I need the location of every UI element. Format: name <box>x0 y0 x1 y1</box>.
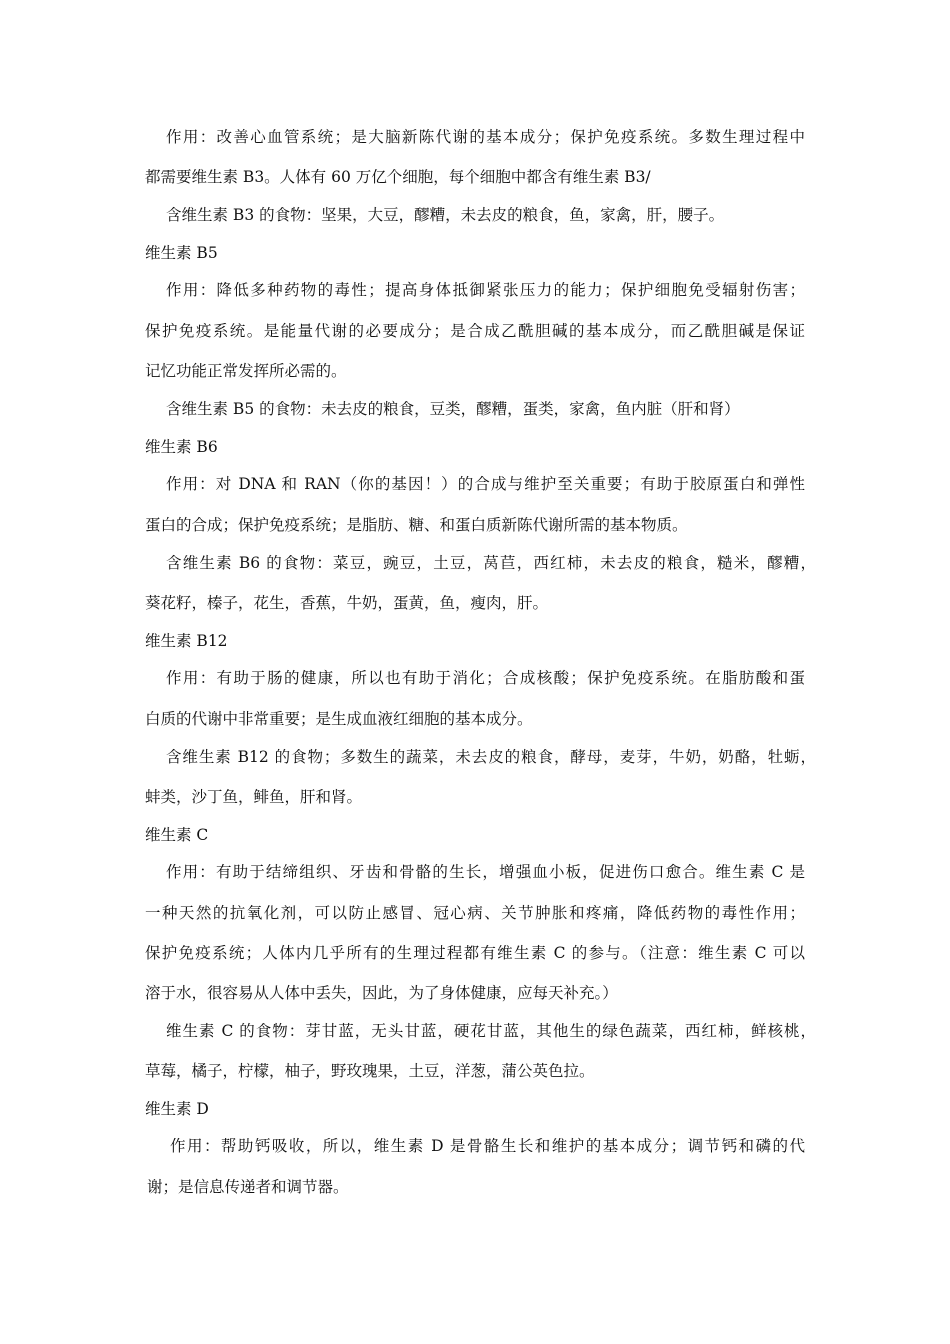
paragraph-line: 含维生素 B6 的食物：菜豆，豌豆，土豆，莴苣，西红柿，未去皮的粮食，糙米，醪糟， <box>166 554 816 572</box>
paragraph-line: 白质的代谢中非常重要；是生成血液红细胞的基本成分。 <box>145 710 533 728</box>
section-heading-b12: 维生素 B12 <box>145 632 228 650</box>
paragraph-line: 作用：降低多种药物的毒性；提高身体抵御紧张压力的能力；保护细胞免受辐射伤害； <box>166 281 805 299</box>
paragraph-line: 含维生素 B12 的食物；多数生的蔬菜，未去皮的粮食，酵母，麦芽，牛奶，奶酪，牡蛎， <box>166 748 816 766</box>
paragraph-line: 作用：有助于肠的健康，所以也有助于消化；合成核酸；保护免疫系统。在脂肪酸和蛋 <box>166 669 805 687</box>
paragraph-line: 草莓，橘子，柠檬，柚子，野玫瑰果，土豆，洋葱，蒲公英色拉。 <box>145 1062 595 1080</box>
paragraph-line: 蚌类，沙丁鱼，鲱鱼，肝和肾。 <box>145 788 363 806</box>
paragraph-line: 作用：对 DNA 和 RAN（你的基因！）的合成与维护至关重要；有助于胶原蛋白和弹性 <box>166 475 805 493</box>
paragraph-line: 含维生素 B3 的食物：坚果，大豆，醪糟，未去皮的粮食，鱼，家禽，肝，腰子。 <box>166 206 725 224</box>
paragraph-line: 葵花籽，榛子，花生，香蕉，牛奶，蛋黄，鱼，瘦肉，肝。 <box>145 594 549 612</box>
paragraph-line: 作用：改善心血管系统；是大脑新陈代谢的基本成分；保护免疫系统。多数生理过程中 <box>166 128 805 146</box>
paragraph-line: 溶于水，很容易从人体中丢失，因此，为了身体健康，应每天补充。） <box>145 984 618 1002</box>
paragraph-line: 作用：有助于结缔组织、牙齿和骨骼的生长，增强血小板，促进伤口愈合。维生素 C 是 <box>166 863 805 881</box>
paragraph-line: 记忆功能正常发挥所必需的。 <box>145 362 347 380</box>
section-heading-b5: 维生素 B5 <box>145 244 218 262</box>
paragraph-line: 保护免疫系统；人体内几乎所有的生理过程都有维生素 C 的参与。（注意：维生素 C 可以 <box>145 944 805 962</box>
paragraph-line: 作用：帮助钙吸收，所以，维生素 D 是骨骼生长和维护的基本成分；调节钙和磷的代 <box>170 1137 805 1155</box>
section-heading-d: 维生素 D <box>145 1100 209 1118</box>
section-heading-c: 维生素 C <box>145 826 209 844</box>
paragraph-line: 维生素 C 的食物：芽甘蓝，无头甘蓝，硬花甘蓝，其他生的绿色蔬菜，西红柿，鲜核桃， <box>166 1022 816 1040</box>
paragraph-line: 含维生素 B5 的食物：未去皮的粮食，豆类，醪糟，蛋类，家禽，鱼内脏（肝和肾） <box>166 400 740 418</box>
paragraph-line: 一种天然的抗氧化剂，可以防止感冒、冠心病、关节肿胀和疼痛，降低药物的毒性作用； <box>145 904 805 922</box>
paragraph-line: 蛋白的合成；保护免疫系统；是脂肪、糖、和蛋白质新陈代谢所需的基本物质。 <box>145 516 688 534</box>
paragraph-line: 谢；是信息传递者和调节器。 <box>147 1178 349 1196</box>
paragraph-line: 都需要维生素 B3。人体有 60 万亿个细胞，每个细胞中都含有维生素 B3/ <box>145 168 651 186</box>
section-heading-b6: 维生素 B6 <box>145 438 218 456</box>
paragraph-line: 保护免疫系统。是能量代谢的必要成分；是合成乙酰胆碱的基本成分，而乙酰胆碱是保证 <box>145 322 805 340</box>
